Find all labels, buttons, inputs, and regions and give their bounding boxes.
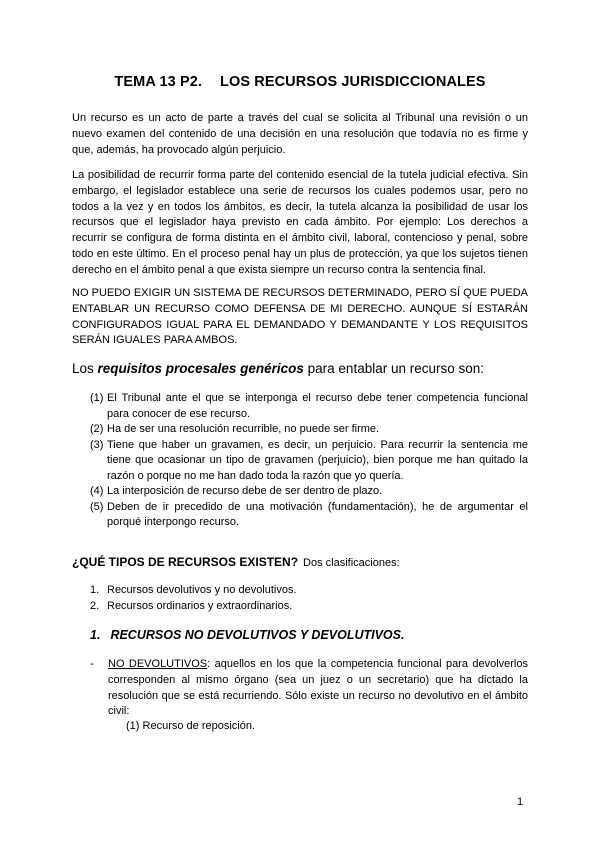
- list-item: [72, 500, 528, 531]
- list-item: [72, 484, 528, 500]
- list-marker: 2.: [90, 599, 100, 612]
- requisitos-heading: [72, 361, 484, 376]
- list-marker: 1.: [90, 584, 100, 596]
- list-marker: (1): [90, 392, 104, 404]
- sub-list-item: [126, 720, 255, 732]
- list-item: [72, 438, 528, 485]
- list-item: [72, 583, 528, 599]
- tipos-suffix: Dos clasificaciones:: [303, 557, 400, 569]
- list-marker: (1): [126, 720, 140, 732]
- list-item-text: Recurso de reposición.: [142, 720, 256, 732]
- section-heading: [90, 628, 404, 642]
- requisitos-suffix: para entablar un recurso son:: [307, 361, 485, 376]
- no-devolutivos-description: : aquellos en los que la competencia funcional para devolverlos corresponden al mismo órgano (sea un juez o un secretario) que ha dictado la resolución que se está recurriendo. Sólo existe un recurso no devolutivo en el ámbito civil:: [108, 658, 528, 718]
- requisitos-emphasis: requisitos procesales genéricos: [97, 361, 304, 376]
- section-number: 1.: [90, 628, 101, 642]
- page-number: 1: [517, 796, 524, 808]
- title-number: TEMA 13 P2.: [114, 74, 203, 90]
- no-devolutivos-term: NO DEVOLUTIVOS: [108, 658, 208, 670]
- requisitos-prefix: Los: [72, 361, 94, 376]
- list-item-text: La interposición de recurso debe de ser dentro de plazo.: [107, 485, 383, 497]
- page-title: [0, 74, 600, 90]
- list-item-text: Ha de ser una resolución recurrible, no puede ser firme.: [107, 423, 380, 435]
- paragraph-definition: Un recurso es un acto de parte a través del cual se solicita al Tribunal una revisión o un nuevo examen del contenido de una decisión en una resolución que todavía no es firme y que, además, ha provocado algún perjuicio.: [72, 112, 528, 156]
- list-item-text: Recursos ordinarios y extraordinarios.: [107, 599, 293, 612]
- section-title: RECURSOS NO DEVOLUTIVOS Y DEVOLUTIVOS.: [110, 628, 405, 642]
- title-text: LOS RECURSOS JURISDICCIONALES: [220, 74, 486, 90]
- clasificaciones-list: [72, 583, 528, 615]
- list-item-text: Recursos devolutivos y no devolutivos.: [107, 584, 297, 596]
- list-marker: (3): [90, 438, 104, 451]
- requisitos-list: [72, 391, 528, 531]
- paragraph-uppercase-note: NO PUEDO EXIGIR UN SISTEMA DE RECURSOS DETERMINADO, PERO SÍ QUE PUEDA ENTABLAR UN RECURSO COMO DEFENSA DE MI DERECHO. AUNQUE SÍ ESTARÁN CONFIGURADOS IGUAL PARA EL DEMANDADO Y DEMANDANTE Y LOS REQUISITOS SERÁN IGUALES PARA AMBOS.: [72, 287, 528, 347]
- dash-bullet: -: [90, 658, 94, 670]
- tipos-heading: [72, 555, 400, 569]
- paragraph-tutela: La posibilidad de recurrir forma parte del contenido esencial de la tutela judicial efectiva. Sin embargo, el legislador establece una serie de recursos los cuales podemos usar, pero no todos a la vez y en todos los ámbitos, es decir, la tutela alcanza la posibilidad de usar los recursos que el legislador haya previsto en cada ámbito. Por ejemplo: Los derechos a recurrir se configura de forma distinta en el ámbito civil, laboral, contencioso y penal, sobre todo en este último. En el proceso penal hay un plus de protección, ya que los sujetos tienen derecho en el ámbito penal a que exista siempre un recurso contra la sentencia final.: [72, 169, 528, 276]
- list-item-text: El Tribunal ante el que se interponga el recurso debe tener competencia funcional para conocer de ese recurso.: [107, 392, 528, 420]
- no-devolutivos-item: [72, 657, 528, 720]
- list-item: [72, 391, 528, 422]
- list-item-text: Deben de ir precedido de una motivación (fundamentación), he de argumentar el porqué interpongo recurso.: [107, 500, 528, 528]
- list-marker: (4): [90, 485, 104, 497]
- list-item: [72, 599, 528, 615]
- list-item-text: Tiene que haber un gravamen, es decir, un perjuicio. Para recurrir la sentencia me tiene que ocasionar un tipo de gravamen (perjuicio), bien porque me han quitado la razón o porque no me han dado toda la razón que yo quería.: [107, 438, 528, 482]
- list-item: [72, 422, 528, 438]
- list-marker: (5): [90, 500, 104, 513]
- list-marker: (2): [90, 423, 104, 435]
- no-devolutivos-text: [72, 657, 528, 720]
- tipos-question: ¿QUÉ TIPOS DE RECURSOS EXISTEN?: [72, 555, 299, 569]
